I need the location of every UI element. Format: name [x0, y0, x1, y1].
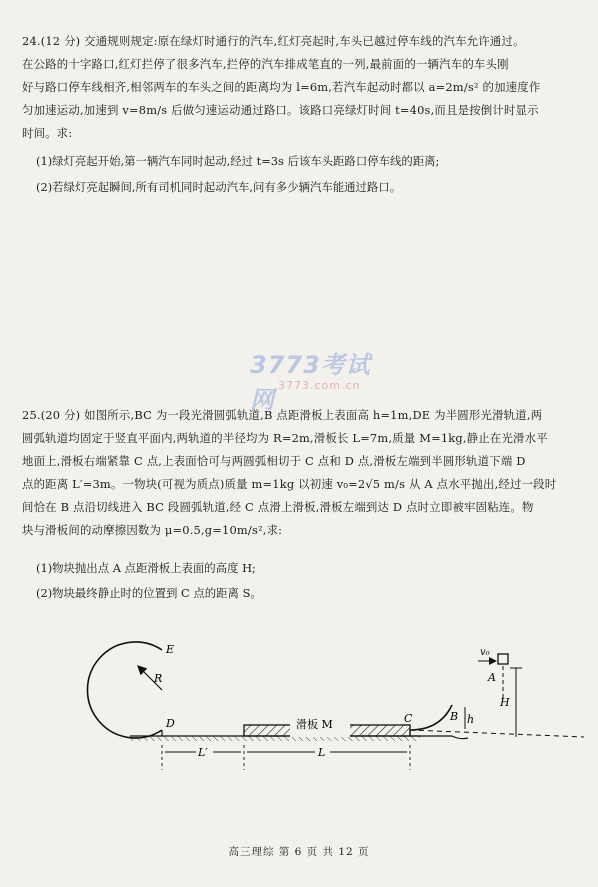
q24-line: 在公路的十字路口,红灯拦停了很多汽车,拦停的汽车排成笔直的一列,最前面的一辆汽车的车头刚 — [22, 57, 509, 71]
q25-line: 地面上,滑板右端紧靠 C 点,上表面恰可与两圆弧相切于 C 点和 D 点,滑板左端到半圆形轨道下端 D — [22, 454, 526, 468]
q24-subquestion-2: (2)若绿灯亮起瞬间,所有司机同时起动汽车,问有多少辆汽车能通过路口。 — [36, 180, 402, 194]
page-footer: 高三理综 第 6 页 共 12 页 — [228, 846, 370, 858]
ground-hatch — [130, 736, 420, 741]
label-r: R — [154, 672, 163, 685]
label-b: B — [450, 710, 459, 723]
label-l: L — [318, 746, 326, 759]
q24-line: 24.(12 分) 交通规则规定:原在绿灯时通行的汽车,红灯亮起时,车头已越过停车线的汽车允许通过。 — [22, 34, 525, 48]
q25-line: 点的距离 L′=3m。一物块(可视为质点)质量 m=1kg 以初速 v₀=2√5 m/s 从 A 点水平抛出,经过一段时 — [22, 477, 557, 491]
q25-subquestion-2: (2)物块最终静止时的位置到 C 点的距离 S。 — [36, 586, 262, 600]
label-e: E — [166, 643, 175, 656]
q25-line: 圆弧轨道均固定于竖直平面内,两轨道的半径均为 R=2m,滑板长 L=7m,质量 M=1kg,静止在光滑水平 — [22, 431, 548, 445]
q24-subquestion-1: (1)绿灯亮起开始,第一辆汽车同时起动,经过 t=3s 后该车头距路口停车线的距离; — [36, 154, 440, 168]
label-a: A — [488, 671, 496, 684]
q24-line: 好与路口停车线相齐,相邻两车的车头之间的距离均为 l=6m,若汽车起动时都以 a=2m/s² 的加速度作 — [22, 80, 541, 94]
label-l-prime: L′ — [198, 746, 208, 759]
block-at-a — [498, 654, 508, 664]
q24-line: 时间。求: — [22, 126, 73, 140]
label-board: 滑板 M — [296, 718, 333, 731]
label-H: H — [500, 696, 510, 709]
q24-line: 匀加速运动,加速到 v=8m/s 后做匀速运动通过路口。该路口亮绿灯时间 t=40s,而且是按倒计时显示 — [22, 103, 539, 117]
q25-line: 间恰在 B 点沿切线进入 BC 段圆弧轨道,经 C 点滑上滑板,滑板左端到达 D 点时立即被牢固粘连。物 — [22, 500, 534, 514]
watermark-url: 3773.com.cn — [278, 379, 361, 392]
q25-line: 块与滑板间的动摩擦因数为 μ=0.5,g=10m/s²,求: — [22, 523, 283, 537]
arc-track-bc — [410, 705, 452, 730]
label-v0: v₀ — [480, 647, 490, 658]
q25-subquestion-1: (1)物块抛出点 A 点距滑板上表面的高度 H; — [36, 561, 256, 575]
watermark-logo: 3773考试网 — [250, 351, 371, 414]
label-d: D — [166, 717, 175, 730]
label-c: C — [404, 712, 413, 725]
semicircle-track-de — [87, 642, 162, 738]
q25-line: 25.(20 分) 如图所示,BC 为一段光滑圆弧轨道,B 点距滑板上表面高 h=1m,DE 为半圆形光滑轨道,两 — [22, 408, 543, 422]
label-h: h — [467, 713, 475, 726]
